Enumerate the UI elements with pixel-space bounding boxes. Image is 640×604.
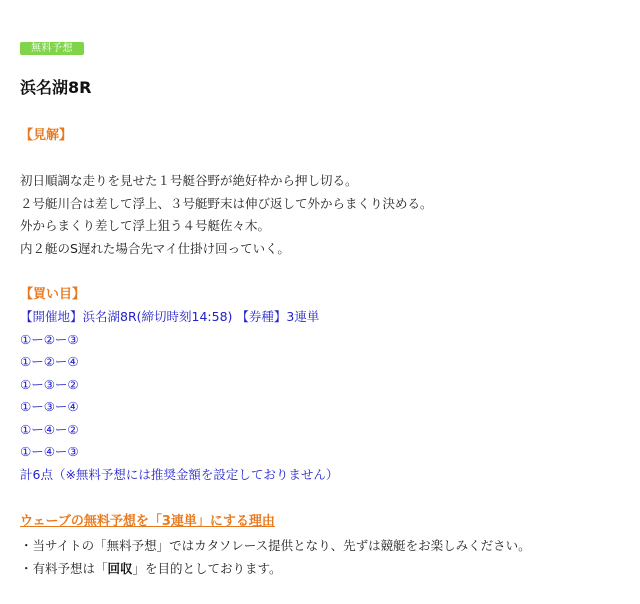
bets-total: 計6点（※無料予想には推奨金額を設定しておりません） xyxy=(20,466,339,482)
reason-item-suffix: 」を目的としております。 xyxy=(132,561,282,576)
reason-item: ・当サイトの「無料予想」ではカタソレース提供となり、先ずは競艇をお楽しみください。 xyxy=(20,538,531,553)
bets-heading: 【買い目】 xyxy=(20,287,86,302)
bet-combo: ①ー③ー② xyxy=(20,376,79,392)
bet-combo: ①ー③ー④ xyxy=(20,399,79,414)
analysis-text xyxy=(20,170,433,260)
page-title: 浜名湖8R xyxy=(20,78,92,97)
analysis-line: ２号艇川合は差して浮上、３号艇野末は伸び返して外からまくり決める。 xyxy=(20,195,433,211)
reason-item xyxy=(20,557,531,580)
reason-list xyxy=(20,534,531,580)
analysis-line: 内２艇のS遅れた場合先マイ仕掛け回っていく。 xyxy=(20,240,290,256)
reason-item-prefix: ・有料予想は「 xyxy=(20,561,108,576)
bets-list xyxy=(20,306,338,486)
analysis-heading: 【見解】 xyxy=(20,128,73,143)
bet-combo: ①ー④ー③ xyxy=(20,444,79,459)
free-prediction-badge: 無料予想 xyxy=(20,42,84,55)
bet-combo: ①ー②ー③ xyxy=(20,331,79,347)
reason-item-emphasis: 回収 xyxy=(107,561,133,576)
analysis-line: 初日順調な走りを見せた１号艇谷野が絶好枠から押し切る。 xyxy=(20,173,358,188)
bet-combo: ①ー②ー④ xyxy=(20,354,79,369)
bet-combo: ①ー④ー② xyxy=(20,421,79,437)
venue-line: 【開催地】浜名湖8R(締切時刻14:58) 【券種】3連単 xyxy=(20,309,320,324)
analysis-line: 外からまくり差して浮上狙う４号艇佐々木。 xyxy=(20,218,271,233)
reason-heading-link[interactable]: ウェーブの無料予想を「3連単」にする理由 xyxy=(20,514,275,529)
